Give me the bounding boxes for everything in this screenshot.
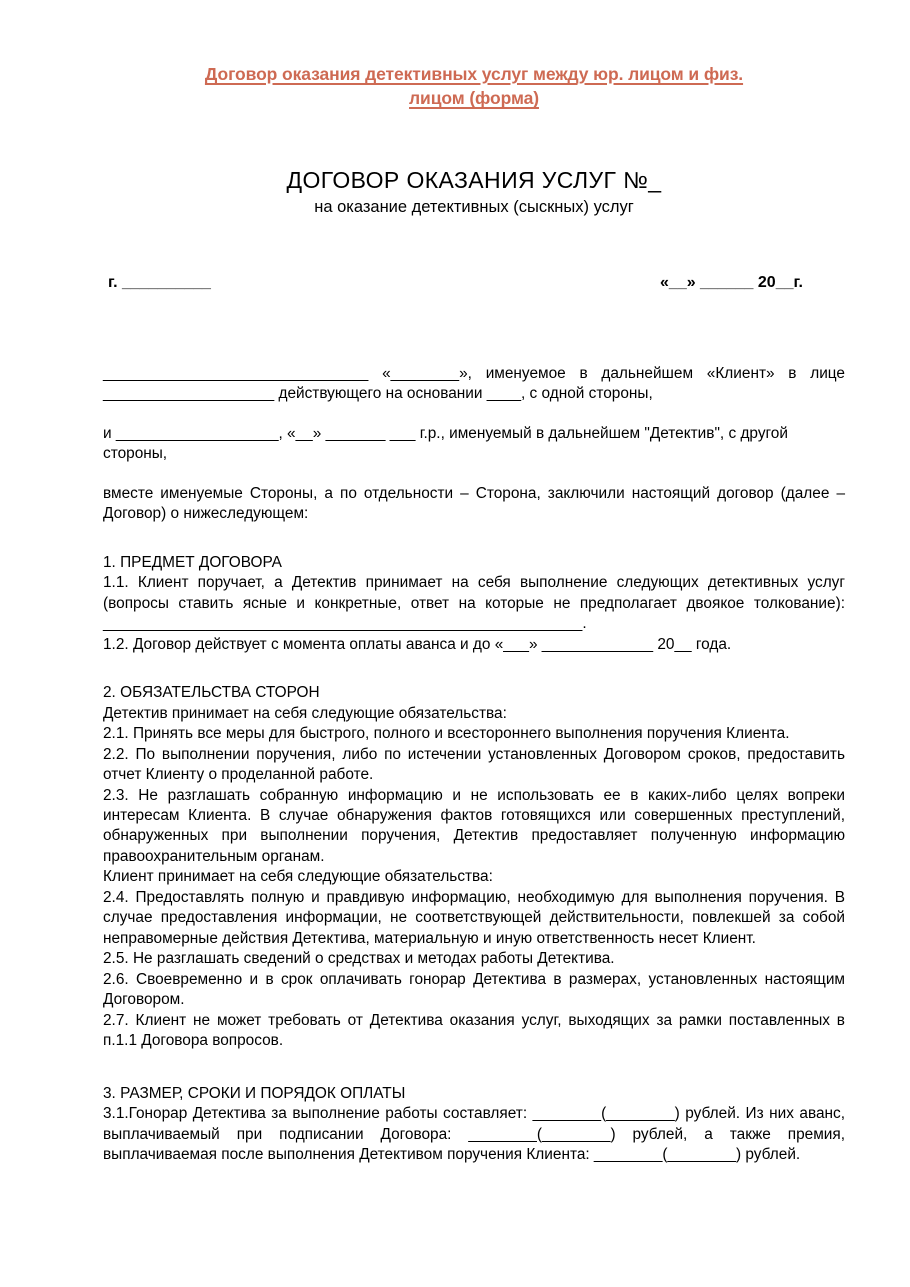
city-field: г. __________ [108,273,211,291]
section-1-title: 1. ПРЕДМЕТ ДОГОВОРА [103,553,282,571]
clause-1-1: 1.1. Клиент поручает, а Детектив принимает на себя выполнение следующих детективных услуг (вопросы ставить ясные и конкретные, ответ на которые не предполагает двоякое толкование): ________________________________________________________. [103,574,845,633]
clause-2-7: 2.7. Клиент не может требовать от Детектива оказания услуг, выходящих за рамки поставленных в п.1.1 Договора вопросов. [103,1011,845,1050]
section-2-title: 2. ОБЯЗАТЕЛЬСТВА СТОРОН [103,684,320,702]
document-content [103,0,845,1166]
city-date-row [103,274,845,292]
clause-2-intro-detective: Детектив принимает на себя следующие обязательства: [103,704,507,722]
section-2 [103,683,845,1052]
section-3 [103,1084,845,1166]
page-title [103,0,845,110]
contract-heading [103,166,845,218]
preamble-line-2: и ___________________, «__» _______ ___ г.р., именуемый в дальнейшем "Детектив", с другой стороны, [103,424,788,463]
page-title-line-2: лицом (форма) [409,88,539,109]
preamble [103,364,845,525]
clause-2-5: 2.5. Не разглашать сведений о средствах и методах работы Детектива. [103,950,615,968]
clause-2-intro-client: Клиент принимает на себя следующие обязательства: [103,868,493,886]
section-3-title: 3. РАЗМЕР, СРОКИ И ПОРЯДОК ОПЛАТЫ [103,1084,406,1102]
preamble-line-1: _______________________________ «________», именуемое в дальнейшем «Клиент» в лице ____________________ действующего на основании ____, с одной стороны, [103,364,845,403]
preamble-line-3: вместе именуемые Стороны, а по отдельности – Сторона, заключили настоящий договор (далее – Договор) о нижеследующем: [103,484,845,523]
clause-1-2: 1.2. Договор действует с момента оплаты аванса и до «___» _____________ 20__ года. [103,635,732,653]
clause-2-1: 2.1. Принять все меры для быстрого, полного и всестороннего выполнения поручения Клиента. [103,725,790,743]
clause-2-4: 2.4. Предоставлять полную и правдивую информацию, необходимую для выполнения поручения. В случае предоставления информации, не соответствующей действительности, повлекшей за собой неправомерные действия Детектива, материальную и иную ответственность несет Клиент. [103,888,845,947]
clause-2-3: 2.3. Не разглашать собранную информацию и не использовать ее в каких-либо целях вопреки интересам Клиента. В случае обнаружения фактов готовящихся или совершенных преступлений, обнаруженных при выполнении поручения, Детектив предоставляет полученную информацию правоохранительным органам. [103,786,845,865]
clause-3-1: 3.1.Гонорар Детектива за выполнение работы составляет: ________(________) рублей. Из них аванс, выплачиваемый при подписании Договора: ________(________) рублей, а также премия, выплачиваемая после выполнения Детективом поручения Клиента: ________(________) рублей. [103,1105,845,1164]
date-field: «__» ______ 20__г. [660,273,803,291]
clause-2-6: 2.6. Своевременно и в срок оплачивать гонорар Детектива в размерах, установленных настоящим Договором. [103,970,845,1009]
section-1 [103,553,845,655]
page-title-line-1: Договор оказания детективных услуг между юр. лицом и физ. [204,64,744,84]
contract-heading-subtitle: на оказание детективных (сыскных) услуг [314,198,634,217]
contract-heading-main: ДОГОВОР ОКАЗАНИЯ УСЛУГ №_ [286,167,662,194]
clause-2-2: 2.2. По выполнении поручения, либо по истечении установленных Договором сроков, предоставить отчет Клиенту о проделанной работе. [103,745,845,784]
